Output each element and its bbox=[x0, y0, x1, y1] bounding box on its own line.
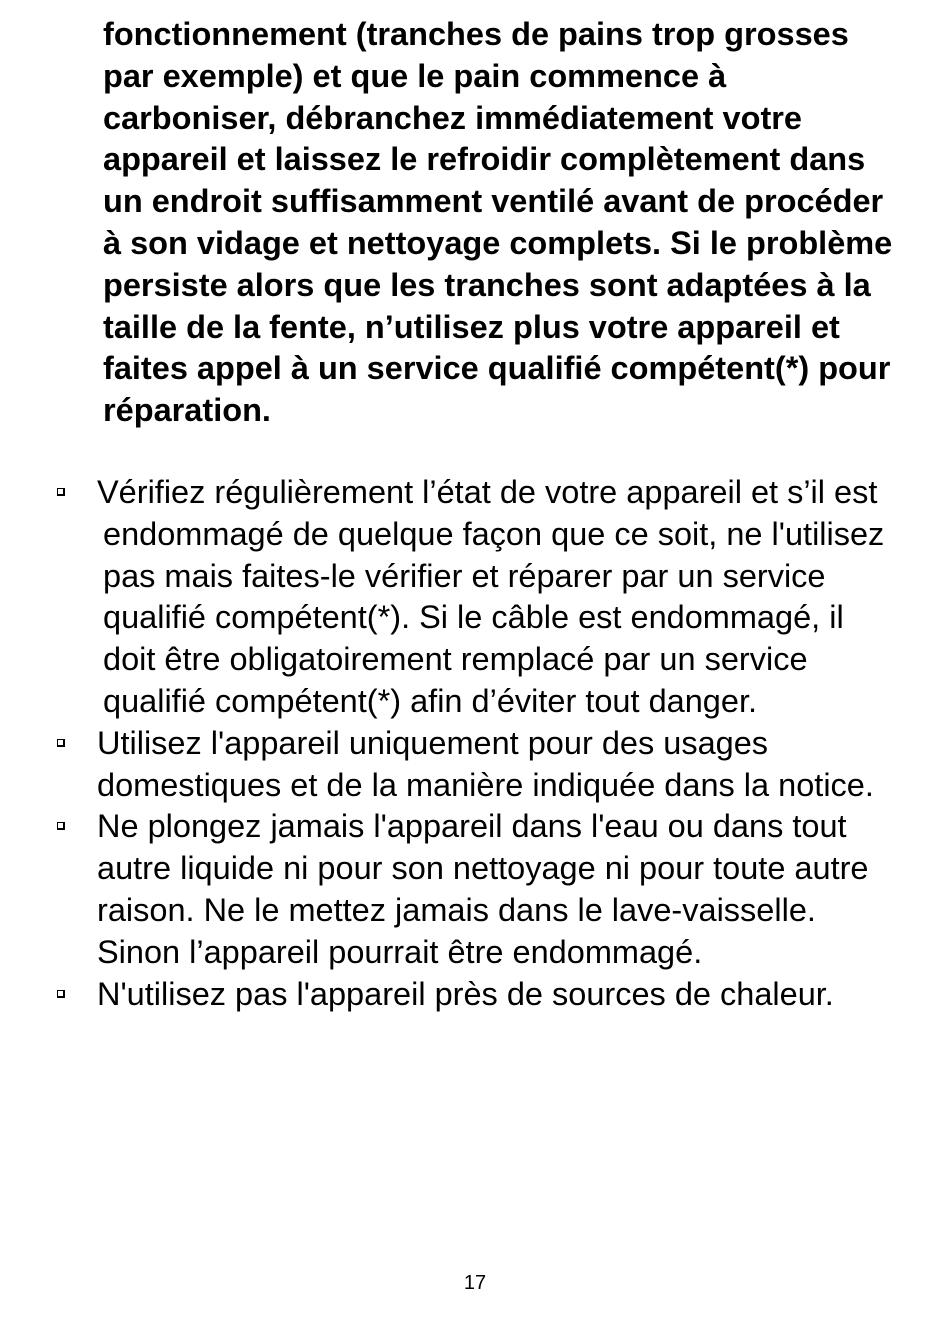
warning-paragraph-continued: fonctionnement (tranches de pains trop grosses par exemple) et que le pain commence à carboniser, débranchez immédiatement votre appareil et laissez le refroidir complètement dans un endroit suffisamment ventilé avant de procéder à son vidage et nettoyage complets. Si le problème persiste alors que les tranches sont adaptées à la taille de la fente, n’utilisez plus votre appareil et faites appel à un service qualifié compétent(*) pour réparation. bbox=[103, 16, 893, 429]
list-item bbox=[0, 974, 950, 1016]
safety-instructions-list bbox=[0, 472, 950, 1015]
checkbox-bullet-icon bbox=[57, 739, 65, 747]
list-item bbox=[0, 472, 950, 723]
checkbox-bullet-icon bbox=[57, 822, 65, 830]
list-item-rest: régulièrement l’état de votre appareil et s’il est endommagé de quelque façon que ce soit, ne l'utilisez pas mais faites-le vérifier et réparer par un service qualifié compétent(*). Si le câble est endommagé, il doit être obligatoirement remplacé par un service qualifié compétent(*) afin d’éviter tout danger. bbox=[103, 474, 885, 719]
list-item bbox=[0, 806, 950, 973]
checkbox-bullet-icon bbox=[57, 990, 65, 998]
checkbox-bullet-icon bbox=[57, 488, 65, 496]
list-item-lead-word: Vérifiez bbox=[97, 474, 206, 510]
list-item-text: Utilisez l'appareil uniquement pour des usages domestiques et de la manière indiquée dans la notice. bbox=[97, 724, 874, 803]
list-item-text: Ne plongez jamais l'appareil dans l'eau ou dans tout autre liquide ni pour son nettoyage ni pour toute autre raison. Ne le mettez jamais dans le lave-vaisselle. Sinon l’appareil pourrait être endommagé. bbox=[97, 808, 869, 970]
list-item-text: N'utilisez pas l'appareil près de sources de chaleur. bbox=[97, 975, 834, 1012]
list-item-text bbox=[97, 472, 903, 723]
page-number: 17 bbox=[463, 1272, 487, 1294]
list-item bbox=[0, 723, 950, 807]
